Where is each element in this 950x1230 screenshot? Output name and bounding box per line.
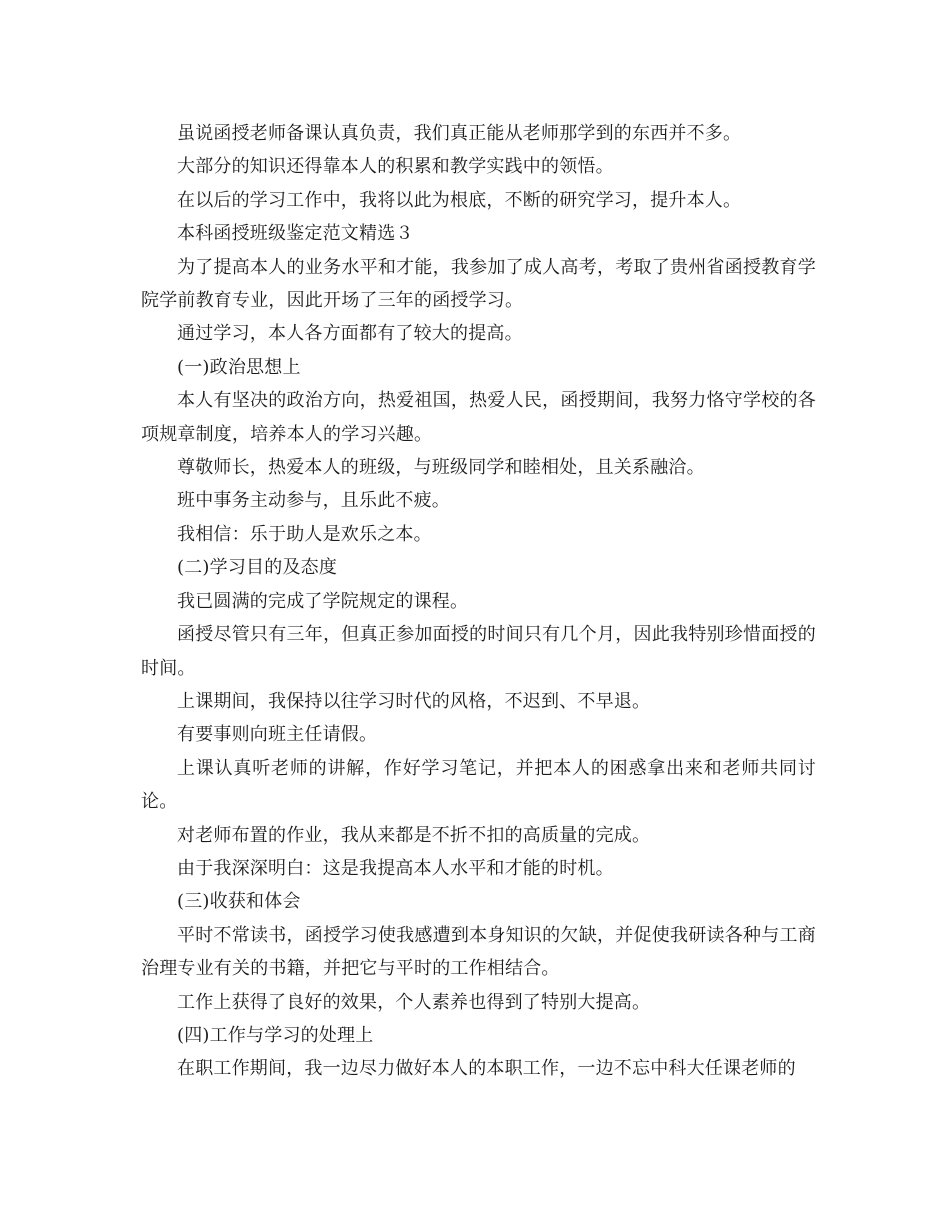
paragraph: 函授尽管只有三年，但真正参加面授的时间只有几个月，因此我特别珍惜面授的时间。 xyxy=(141,624,816,679)
subsection-heading: (二)学习目的及态度 xyxy=(177,557,338,579)
paragraph: 尊敬师长，热爱本人的班级，与班级同学和睦相处，且关系融洽。 xyxy=(177,457,705,479)
subsection-heading: (四)工作与学习的处理上 xyxy=(177,1024,374,1046)
paragraph: 对老师布置的作业，我从来都是不折不扣的高质量的完成。 xyxy=(177,824,651,846)
paragraph: 在职工作期间，我一边尽力做好本人的本职工作，一边不忘中科大任课老师的 xyxy=(177,1058,796,1080)
document-body xyxy=(141,117,816,1086)
paragraph: 大部分的知识还得靠本人的积累和教学实践中的领悟。 xyxy=(177,156,614,178)
paragraph: 上课认真听老师的讲解，作好学习笔记，并把本人的困惑拿出来和老师共同讨论。 xyxy=(141,757,816,813)
paragraph: 上课期间，我保持以往学习时代的风格，不迟到、不早退。 xyxy=(177,690,651,712)
section-heading: 本科函授班级鉴定范文精选３ xyxy=(177,223,414,245)
paragraph: 我已圆满的完成了学院规定的课程。 xyxy=(177,590,469,612)
paragraph: 班中事务主动参与，且乐此不疲。 xyxy=(177,490,450,512)
paragraph: 我相信：乐于助人是欢乐之本。 xyxy=(177,523,432,545)
paragraph: 工作上获得了良好的效果，个人素养也得到了特别大提高。 xyxy=(177,991,651,1013)
paragraph: 由于我深深明白：这是我提高本人水平和才能的时机。 xyxy=(177,857,614,879)
subsection-heading: (一)政治思想上 xyxy=(177,356,301,378)
paragraph: 本人有坚决的政治方向，热爱祖国，热爱人民，函授期间，我努力恪守学校的各项规章制度，培养本人的学习兴趣。 xyxy=(141,390,816,445)
paragraph: 为了提高本人的业务水平和才能，我参加了成人高考，考取了贵州省函授教育学院学前教育专业，因此开场了三年的函授学习。 xyxy=(141,256,816,312)
subsection-heading: (三)收获和体会 xyxy=(177,891,301,913)
paragraph: 通过学习，本人各方面都有了较大的提高。 xyxy=(177,323,523,345)
paragraph: 平时不常读书，函授学习使我感遭到本身知识的欠缺，并促使我研读各种与工商治理专业有关的书籍，并把它与平时的工作相结合。 xyxy=(141,924,816,980)
paragraph: 有要事则向班主任请假。 xyxy=(177,724,378,746)
paragraph: 虽说函授老师备课认真负责，我们真正能从老师那学到的东西并不多。 xyxy=(177,123,742,144)
paragraph: 在以后的学习工作中，我将以此为根底，不断的研究学习，提升本人。 xyxy=(177,189,742,211)
